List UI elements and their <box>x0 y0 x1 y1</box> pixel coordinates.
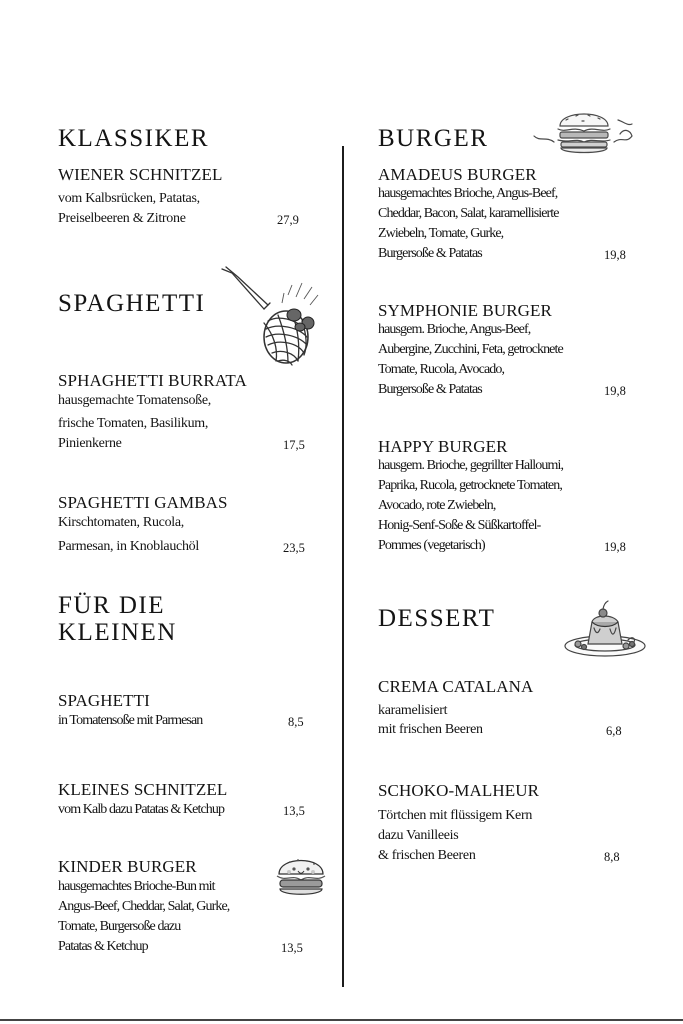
dish-name-kleines-schnitzel: KLEINES SCHNITZEL <box>58 780 228 799</box>
dish-desc-line: hausgemachtes Brioche-Bun mit <box>58 879 215 894</box>
dish-desc-line: Zwiebeln, Tomate, Gurke, <box>378 226 504 241</box>
dish-name-kids-spaghetti: SPAGHETTI <box>58 691 150 710</box>
dish-desc-line: Pommes (vegetarisch) <box>378 538 485 553</box>
dish-price: 8,5 <box>288 715 304 729</box>
dish-desc-line: vom Kalbsrücken, Patatas, <box>58 191 200 206</box>
dish-desc-line: hausgem. Brioche, Angus-Beef, <box>378 322 531 337</box>
dish-desc-line: Angus-Beef, Cheddar, Salat, Gurke, <box>58 899 230 914</box>
dish-desc-line: in Tomatensoße mit Parmesan <box>58 713 203 728</box>
dish-desc-line: Parmesan, in Knoblauchöl <box>58 539 199 554</box>
cute-burger-icon <box>274 852 328 902</box>
dish-price: 8,8 <box>604 850 620 864</box>
dish-desc-line: Preiselbeeren & Zitrone <box>58 211 186 226</box>
dish-desc-line: & frischen Beeren <box>378 848 476 863</box>
dish-desc-line: Tomate, Burgersoße dazu <box>58 919 181 934</box>
dish-desc-line: Burgersoße & Patatas <box>378 246 482 261</box>
dish-desc-line: hausgem. Brioche, gegrillter Halloumi, <box>378 458 564 473</box>
pudding-dessert-icon <box>562 600 652 662</box>
page-bottom-edge <box>0 1019 683 1021</box>
dish-price: 19,8 <box>604 540 626 554</box>
dish-desc-line: Burgersoße & Patatas <box>378 382 482 397</box>
dish-desc-line: Paprika, Rucola, getrocknete Tomaten, <box>378 478 562 493</box>
dish-desc-line: Cheddar, Bacon, Salat, karamellisierte <box>378 206 559 221</box>
section-title-dessert: DESSERT <box>378 605 496 632</box>
spaghetti-fork-icon <box>218 265 326 373</box>
dish-desc-line: Aubergine, Zucchini, Feta, getrocknete <box>378 342 563 357</box>
dish-desc-line: hausgemachte Tomatensoße, <box>58 393 211 408</box>
section-title-klassiker: KLASSIKER <box>58 125 210 152</box>
dish-desc-line: Pinienkerne <box>58 436 122 451</box>
dish-price: 27,9 <box>277 213 299 227</box>
section-title-burger: BURGER <box>378 125 489 152</box>
dish-desc-line: Honig-Senf-Soße & Süßkartoffel- <box>378 518 541 533</box>
dish-desc-line: mit frischen Beeren <box>378 722 483 737</box>
dish-desc-line: karamelisiert <box>378 703 448 718</box>
dish-price: 6,8 <box>606 724 622 738</box>
dish-desc-line: hausgemachtes Brioche, Angus-Beef, <box>378 186 558 201</box>
section-title-kinder-line1: FÜR DIE <box>58 592 166 619</box>
dish-price: 17,5 <box>283 438 305 452</box>
dish-name-schoko-malheur: SCHOKO-MALHEUR <box>378 781 540 800</box>
dish-desc-line: Törtchen mit flüssigem Kern <box>378 808 533 823</box>
dish-price: 13,5 <box>283 804 305 818</box>
column-divider <box>342 146 344 987</box>
dish-desc-line: Patatas & Ketchup <box>58 939 148 954</box>
dish-name-happy-burger: HAPPY BURGER <box>378 437 508 456</box>
dish-price: 13,5 <box>281 941 303 955</box>
section-title-spaghetti: SPAGHETTI <box>58 290 206 317</box>
dish-desc-line: Tomate, Rucola, Avocado, <box>378 362 505 377</box>
dish-name-crema-catalana: CREMA CATALANA <box>378 677 534 696</box>
dish-name-amadeus-burger: AMADEUS BURGER <box>378 165 537 184</box>
dish-name-wiener-schnitzel: WIENER SCHNITZEL <box>58 165 223 184</box>
burger-sketch-icon <box>532 106 638 158</box>
dish-price: 19,8 <box>604 384 626 398</box>
dish-name-spaghetti-gambas: SPAGHETTI GAMBAS <box>58 493 228 512</box>
dish-desc-line: Kirschtomaten, Rucola, <box>58 515 184 530</box>
dish-desc-line: frische Tomaten, Basilikum, <box>58 416 209 431</box>
dish-name-symphonie-burger: SYMPHONIE BURGER <box>378 301 552 320</box>
dish-name-kinder-burger: KINDER BURGER <box>58 857 197 876</box>
dish-desc-line: vom Kalb dazu Patatas & Ketchup <box>58 802 225 817</box>
dish-desc-line: dazu Vanilleeis <box>378 828 459 843</box>
dish-name-spaghetti-burrata: SPHAGHETTI BURRATA <box>58 371 247 390</box>
dish-desc-line: Avocado, rote Zwiebeln, <box>378 498 496 513</box>
dish-price: 23,5 <box>283 541 305 555</box>
dish-price: 19,8 <box>604 248 626 262</box>
section-title-kinder-line2: KLEINEN <box>58 619 177 646</box>
